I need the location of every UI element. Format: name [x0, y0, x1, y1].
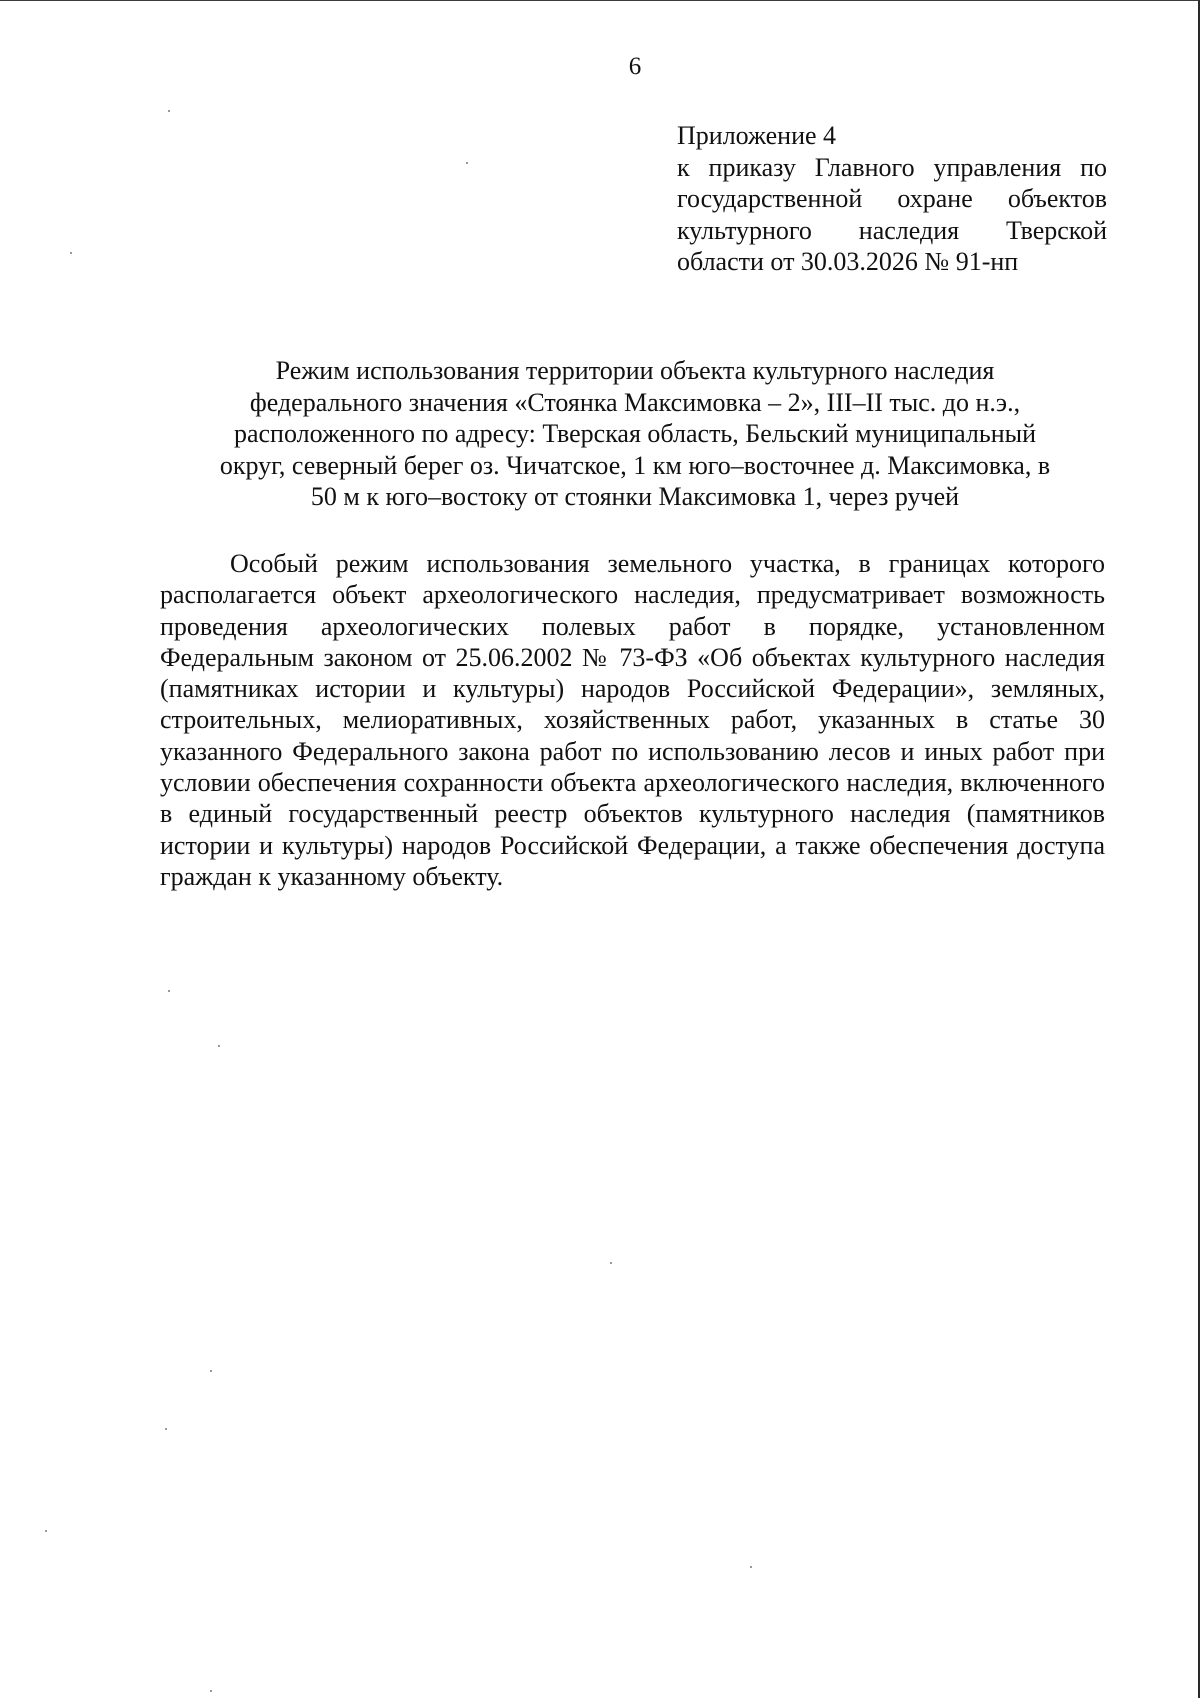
scan-speck: [750, 1566, 752, 1568]
scan-speck: [45, 1530, 47, 1532]
scan-speck: [218, 1045, 220, 1047]
scan-speck: [466, 162, 468, 164]
document-title-line: расположенного по адресу: Тверская область, Бельский муниципальный: [233, 419, 1037, 448]
page-number: 6: [628, 53, 642, 80]
scan-speck: [165, 1428, 167, 1430]
scan-speck: [70, 252, 72, 254]
document-title-line: федерального значения «Стоянка Максимовка – 2», III–II тыс. до н.э.,: [249, 387, 1021, 417]
appendix-block: [677, 120, 1107, 278]
scan-speck: [210, 1690, 212, 1692]
body-paragraph: Особый режим использования земельного участка, в границах которого располагается объект археологического наследия, предусматривает возможность проведения археологических полевых работ в порядке, установленном Федеральным законом от 25.06.2002 № 73-ФЗ «Об объектах культурного наследия (памятниках истории и культуры) народов Российской Федерации», земляных, строительных, мелиоративных, хозяйственных работ, указанных в статье 30 указанного Федерального закона работ по использованию лесов и иных работ при условии обеспечения сохранности объекта археологического наследия, включенного в единый государственный реестр объектов культурного наследия (памятников истории и культуры) народов Российской Федерации, а также обеспечения доступа граждан к указанному объекту.: [160, 549, 1105, 891]
appendix-body: к приказу Главного управления по государственной охране объектов культурного наследия Тверской области от 30.03.2026 № 91-нп: [677, 152, 1107, 276]
document-title: [160, 355, 1110, 513]
document-title-line: округ, северный берег оз. Чичатское, 1 км юго–восточнее д. Максимовка, в: [219, 450, 1051, 480]
scan-speck: [610, 1262, 612, 1264]
document-title-line: Режим использования территории объекта культурного наследия: [275, 356, 995, 385]
scan-speck: [210, 1370, 212, 1372]
document-title-line: 50 м к юго–востоку от стоянки Максимовка 1, через ручей: [310, 482, 960, 511]
scan-speck: [168, 110, 170, 112]
scan-speck: [168, 990, 170, 992]
appendix-title: Приложение 4: [677, 121, 837, 150]
